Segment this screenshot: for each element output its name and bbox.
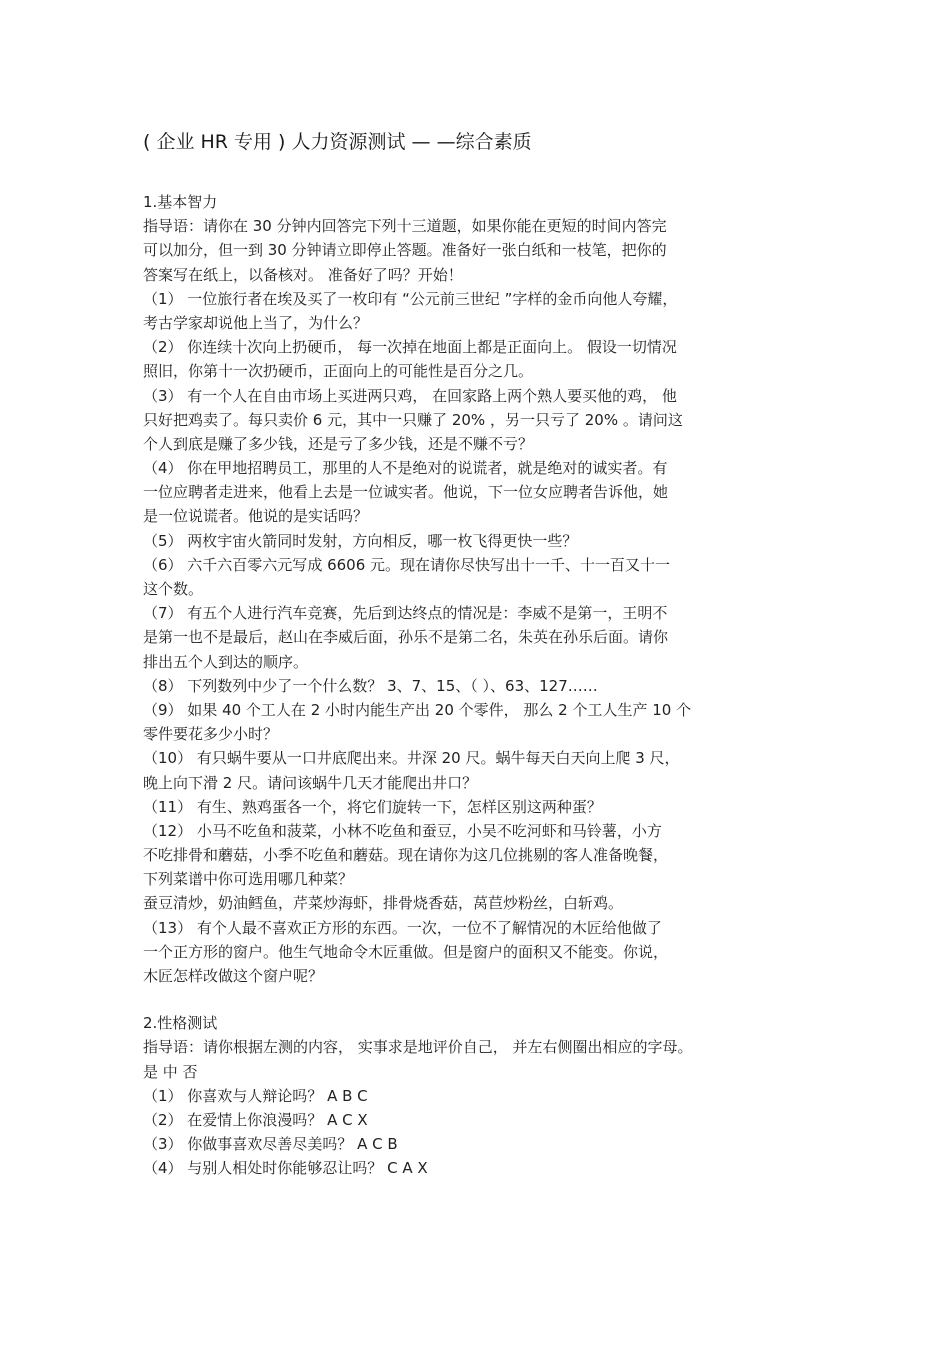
personality-question-2: （2） 在爱情上你浪漫吗？ A C X [143,1110,368,1129]
text-line: 考古学家却说他上当了，为什么？ [143,313,369,332]
text-line: 是第一也不是最后，赵山在李威后面，孙乐不是第二名，朱英在孙乐后面。请你 [143,628,669,647]
question-3: （3） 有一个人在自由市场上买进两只鸡， 在回家路上两个熟人要买他的鸡， 他 [143,386,677,405]
text-line: 是一位说谎者。他说的是实话吗？ [143,507,369,526]
question-10: （10） 有只蜗牛要从一口井底爬出来。井深 20 尺。蜗牛每天白天向上爬 3 尺， [143,749,680,768]
answer-scale-header: 是 中 否 [143,1062,198,1081]
question-4: （4） 你在甲地招聘员工，那里的人不是绝对的说谎者，就是绝对的诚实者。有 [143,459,668,478]
text-line: 这个数。 [143,580,204,598]
text-line: 指导语：请你根据左测的内容， 实事求是地评价自己， 并左右侧圈出相应的字母。 [143,1038,693,1057]
personality-question-4: （4） 与别人相处时你能够忍让吗？ C A X [143,1159,428,1178]
question-2: （2） 你连续十次向上扔硬币， 每一次掉在地面上都是正面向上。 假设一切情况 [143,338,677,357]
text-line: 照旧，你第十一次扔硬币，正面向上的可能性是百分之几。 [143,362,534,381]
text-line: 不吃排骨和蘑菇，小季不吃鱼和蘑菇。现在请你为这几位挑剔的客人准备晚餐， [143,846,669,865]
question-5: （5） 两枚宇宙火箭同时发射，方向相反，哪一枚飞得更快一些？ [143,531,578,550]
personality-question-3: （3） 你做事喜欢尽善尽美吗？ A C B [143,1135,398,1154]
question-6: （6） 六千六百零六元写成 6606 元。现在请你尽快写出十一千、十一百又十一 [143,555,671,574]
text-line: 下列菜谱中你可选用哪几种菜？ [143,870,354,889]
text-line: 指导语：请你在 30 分钟内回答完下列十三道题，如果你能在更短的时间内答完 [143,217,667,236]
text-line: 一位应聘者走进来，他看上去是一位诚实者。他说，下一位女应聘者告诉他，她 [143,483,669,502]
text-line: 一个正方形的窗户。他生气地命令木匠重做。但是窗户的面积又不能变。你说， [143,942,669,961]
section-heading-basic-intelligence: 1.基本智力 [143,193,218,211]
question-9: （9） 如果 40 个工人在 2 小时内能生产出 20 个零件， 那么 2 个工人生产 10 个 [143,700,692,719]
text-line: 答案写在纸上，以备核对。 准备好了吗？开始！ [143,265,463,284]
question-8: （8） 下列数列中少了一个什么数？ 3、7、15、（ ）、63、127…… [143,676,598,695]
question-7: （7） 有五个人进行汽车竞赛，先后到达终点的情况是：李威不是第一，王明不 [143,604,668,623]
section-heading-personality-test: 2.性格测试 [143,1014,218,1033]
text-line: 零件要花多少小时？ [143,725,279,744]
question-1: （1） 一位旅行者在埃及买了一枚印有 “公元前三世纪 ”字样的金币向他人夸耀， [143,289,678,308]
text-line: 蚕豆清炒，奶油鳕鱼，芹菜炒海虾，排骨烧香菇，莴苣炒粉丝，白斩鸡。 [143,894,624,913]
document-title: ( 企业 HR 专用 ) 人力资源测试 — —综合素质 [143,131,532,153]
question-11: （11） 有生、熟鸡蛋各一个，将它们旋转一下，怎样区别这两种蛋？ [143,797,602,816]
text-line: 只好把鸡卖了。每只卖价 6 元，其中一只赚了 20% ，另一只亏了 20% 。请问这 [143,410,683,429]
text-line: 可以加分，但一到 30 分钟请立即停止答题。准备好一张白纸和一枝笔，把你的 [143,241,667,260]
document-body [143,190,813,1181]
text-line: 排出五个人到达的顺序。 [143,652,309,671]
section-spacer [143,988,813,1011]
question-13: （13） 有个人最不喜欢正方形的东西。一次，一位不了解情况的木匠给他做了 [143,918,662,937]
text-line: 木匠怎样改做这个窗户呢？ [143,967,324,985]
text-line: 个人到底是赚了多少钱，还是亏了多少钱，还是不赚不亏？ [143,434,534,453]
text-line: 晚上向下滑 2 尺。请问该蜗牛几天才能爬出井口？ [143,773,478,792]
question-12: （12） 小马不吃鱼和菠菜，小林不吃鱼和蚕豆，小吴不吃河虾和马铃薯，小方 [143,821,662,840]
personality-question-1: （1） 你喜欢与人辩论吗？ A B C [143,1086,368,1105]
